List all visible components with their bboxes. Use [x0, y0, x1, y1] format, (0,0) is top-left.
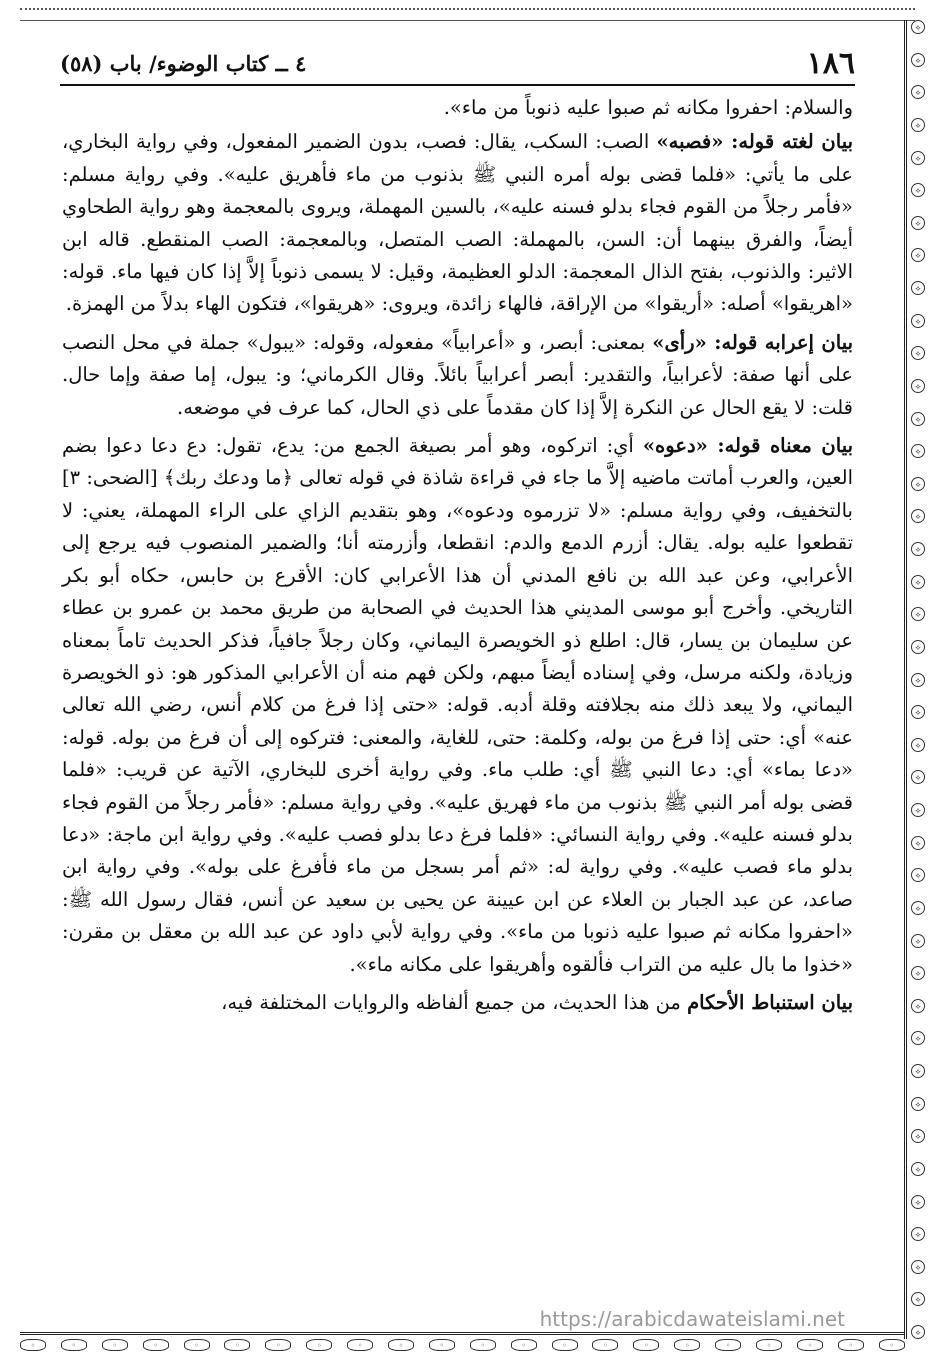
border-ornament-icon: ◦ — [224, 1339, 250, 1351]
border-ornament-icon: ⟡ — [911, 346, 925, 360]
border-ornament-icon: ⟡ — [911, 934, 925, 948]
border-ornament-icon: ⟡ — [911, 412, 925, 426]
border-ornament-icon: ◦ — [592, 1339, 618, 1351]
border-ornament-icon: ◦ — [552, 1339, 578, 1351]
paragraph-text: أي: اتركوه، وهو أمر بصيغة الجمع من: يدع، تقول: دع دعا دعوا بضم العين، والعرب أماتت ماضيه إلاَّ ما جاء في قراءة شاذة في قوله تعالى ﴿ما ودعك ربك﴾ [الضحى: ٣] بالتخفيف، وفي رواية مسلم: «لا تزرموه ودعوه»، وهو بتقديم الزاي على الراء المهملة، يعني: لا تقطعوا عليه بوله. يقال: أزرم الدمع والدم: انقطعا، وأزرمته أنا؛ والضمير المنصوب فيه يرجع إلى الأعرابي، وعن عبد الله بن نافع المدني أن هذا الأعرابي كان: الأقرع بن حابس، حكاه أبو بكر التاريخي. وأخرج أبو موسى المديني هذا الحديث في الصحابة من طريق محمد بن عمرو بن عطاء عن سليمان بن يسار، قال: اطلع ذو الخويصرة اليماني، وكان رجلاً جافياً، فذكر الحديث تاماً بمعناه وزيادة، ولكنه مرسل، وفي إسناده أيضاً مبهم، ولكن فهم منه أن الأعرابي المذكور هو: ذو الخويصرة اليماني، ولا يبعد ذلك منه بجلافته وقلة أدبه. قوله: «حتى إذا فرغ من كلام أنس، رضي الله تعالى عنه» أي: حتى إذا فرغ من بوله، وكلمة: حتى، للغاية، والمعنى: فتركوه إلى أن فرغ من بوله. قوله: «دعا بماء» أي: دعا النبي ﷺ أي: طلب ماء. وفي رواية أخرى للبخاري، الآتية عن قريب: «فلما قضى بوله أمر النبي ﷺ بذنوب من ماء فهريق عليه». وفي رواية مسلم: «فأمر رجلاً من القوم فجاء بدلو فسنه عليه». وفي رواية النسائي: «فلما فرغ دعا بدلو فصب عليه». وفي رواية ابن ماجة: «دعا بدلو ماء فصب عليه». وفي رواية له: «ثم أمر بسجل من ماء فأفرغ على بوله». وفي رواية ابن صاعد، عن عبد الجبار بن العلاء عن ابن عيينة عن يحيى بن سعيد عن أنس، فقال رسول الله ﷺ: «احفروا مكانه ثم صبوا عليه ذنوبا من ماء». وفي رواية لأبي داود عن عبد الله بن معقل بن مقرن: «خذوا ما بال عليه من التراب فألقوه وأهريقوا على مكانه ماء». — [62, 434, 853, 976]
border-ornament-icon: ⟡ — [911, 1227, 925, 1241]
paragraph-lead: بيان معناه قوله: «دعوه» — [642, 434, 854, 458]
border-ornament-icon: ⟡ — [911, 770, 925, 784]
paragraph-text: والسلام: احفروا مكانه ثم صبوا عليه ذنوباً من ماء». — [443, 96, 853, 119]
border-ornament-icon: ⟡ — [911, 20, 925, 34]
paragraph-lead: بيان استنباط الأحكام — [687, 990, 853, 1014]
border-ornament-icon: ⟡ — [911, 379, 925, 393]
page-number: ١٨٦ — [806, 45, 855, 81]
border-ornament-icon: ⟡ — [911, 216, 925, 230]
border-ornament-icon: ◦ — [838, 1339, 864, 1351]
border-ornament-icon: ⟡ — [911, 281, 925, 295]
border-ornament-icon: ⟡ — [911, 738, 925, 752]
page-header — [60, 42, 855, 86]
border-ornament-icon: ⟡ — [911, 151, 925, 165]
border-ornament-icon: ⟡ — [911, 85, 925, 99]
border-ornament-icon: ⟡ — [911, 248, 925, 262]
border-ornament-icon: ◦ — [184, 1339, 210, 1351]
border-ornament-icon: ⟡ — [911, 640, 925, 654]
watermark: https://arabicdawateislami.net — [539, 1307, 845, 1331]
border-ornament-icon: ⟡ — [911, 999, 925, 1013]
paragraph-lead: بيان لغته قوله: «فصبه» — [656, 130, 854, 154]
right-ornamental-border — [904, 20, 929, 1339]
border-ornament-icon: ◦ — [429, 1339, 455, 1351]
border-ornament-icon: ⟡ — [911, 542, 925, 556]
paragraph-text: من هذا الحديث، من جميع ألفاظه والروايات المختلفة فيه، — [221, 990, 688, 1014]
border-ornament-icon: ◦ — [470, 1339, 496, 1351]
border-ornament-icon: ⟡ — [911, 118, 925, 132]
border-ornament-icon: ◦ — [347, 1339, 373, 1351]
paragraph — [62, 92, 853, 124]
border-ornament-icon: ◦ — [633, 1339, 659, 1351]
paragraph — [62, 327, 853, 424]
border-ornament-icon: ⟡ — [911, 901, 925, 915]
border-ornament-icon: ⟡ — [911, 509, 925, 523]
border-ornament-icon: ⟡ — [911, 1031, 925, 1045]
border-ornament-icon: ⟡ — [911, 314, 925, 328]
page-body — [62, 92, 853, 1317]
border-ornament-icon: ◦ — [306, 1339, 332, 1351]
border-ornament-icon: ◦ — [61, 1339, 87, 1351]
border-ornament-icon: ⟡ — [911, 673, 925, 687]
border-ornament-icon: ⟡ — [911, 477, 925, 491]
border-ornament-icon: ◦ — [715, 1339, 741, 1351]
border-ornament-icon: ⟡ — [911, 183, 925, 197]
paragraph — [62, 987, 853, 1019]
paragraph — [62, 430, 853, 981]
border-ornament-icon: ◦ — [143, 1339, 169, 1351]
border-ornament-icon: ⟡ — [911, 1162, 925, 1176]
border-ornament-icon: ⟡ — [911, 1260, 925, 1274]
border-ornament-icon: ⟡ — [911, 966, 925, 980]
border-ornament-icon: ⟡ — [911, 1097, 925, 1111]
border-ornament-icon: ⟡ — [911, 836, 925, 850]
border-ornament-icon: ⟡ — [911, 1292, 925, 1306]
paragraph-lead: بيان إعرابه قوله: «رأى» — [652, 330, 854, 354]
border-ornament-icon: ⟡ — [911, 1129, 925, 1143]
paragraph — [62, 126, 853, 320]
border-ornament-icon: ⟡ — [911, 53, 925, 67]
border-ornament-icon: ◦ — [102, 1339, 128, 1351]
border-ornament-icon: ◦ — [388, 1339, 414, 1351]
border-ornament-icon: ⟡ — [911, 868, 925, 882]
border-ornament-icon: ◦ — [879, 1339, 905, 1351]
border-ornament-icon: ◦ — [797, 1339, 823, 1351]
border-ornament-icon: ◦ — [756, 1339, 782, 1351]
border-ornament-icon: ⟡ — [911, 607, 925, 621]
border-ornament-icon: ◦ — [674, 1339, 700, 1351]
border-ornament-icon: ⟡ — [911, 1325, 925, 1339]
border-ornament-icon: ◦ — [511, 1339, 537, 1351]
top-border — [20, 8, 915, 21]
paragraph-text: الصب: السكب، يقال: فصب، بدون الضمير المفعول، وفي رواية البخاري، على ما يأتي: «فلما قضى بوله أمره النبي ﷺ بذنوب من ماء فأهريق عليه». وفي رواية مسلم: «فأمر رجلاً من القوم فجاء بدلو فسنه عليه»، بالسين المهملة، ويروى بالمعجمة وهو رواية الطحاوي أيضاً، والفرق بينهما أن: السن، بالمهملة: الصب المتصل، وبالمعجمة: الصب المنقطع. قاله ابن الاثير: والذنوب، بفتح الذال المعجمة: الدلو العظيمة، وقيل: لا يسمى ذنوباً إلاَّ إذا كان فيها ماء. قوله: «اهريقوا» أصله: «أريقوا» من الإراقة، فالهاء زائدة، ويروى: «هريقوا»، فتكون الهاء بدلاً من الهمزة. — [62, 130, 853, 316]
paragraph-text: بمعنى: أبصر، و «أعرابياً» مفعوله، وقوله: «يبول» جملة في محل النصب على أنها صفة: لأعرابياً، والتقدير: أبصر أعرابياً بائلاً. وقال الكرماني؛ و: يبول، إما صفة وإما حال. قلت: لا يقع الحال عن النكرة إلاَّ إذا كان مقدماً على ذي الحال، كما عرف في موضعه. — [62, 330, 853, 419]
border-ornament-icon: ⟡ — [911, 705, 925, 719]
border-ornament-icon: ⟡ — [911, 444, 925, 458]
border-ornament-icon: ⟡ — [911, 1195, 925, 1209]
bottom-ornamental-border — [20, 1332, 905, 1355]
running-head: ٤ ــ كتاب الوضوء/ باب (٥٨) — [60, 50, 307, 76]
border-ornament-icon: ⟡ — [911, 1064, 925, 1078]
border-ornament-icon: ⟡ — [911, 575, 925, 589]
border-ornament-icon: ◦ — [265, 1339, 291, 1351]
border-ornament-icon: ◦ — [20, 1339, 46, 1351]
border-ornament-icon: ⟡ — [911, 803, 925, 817]
